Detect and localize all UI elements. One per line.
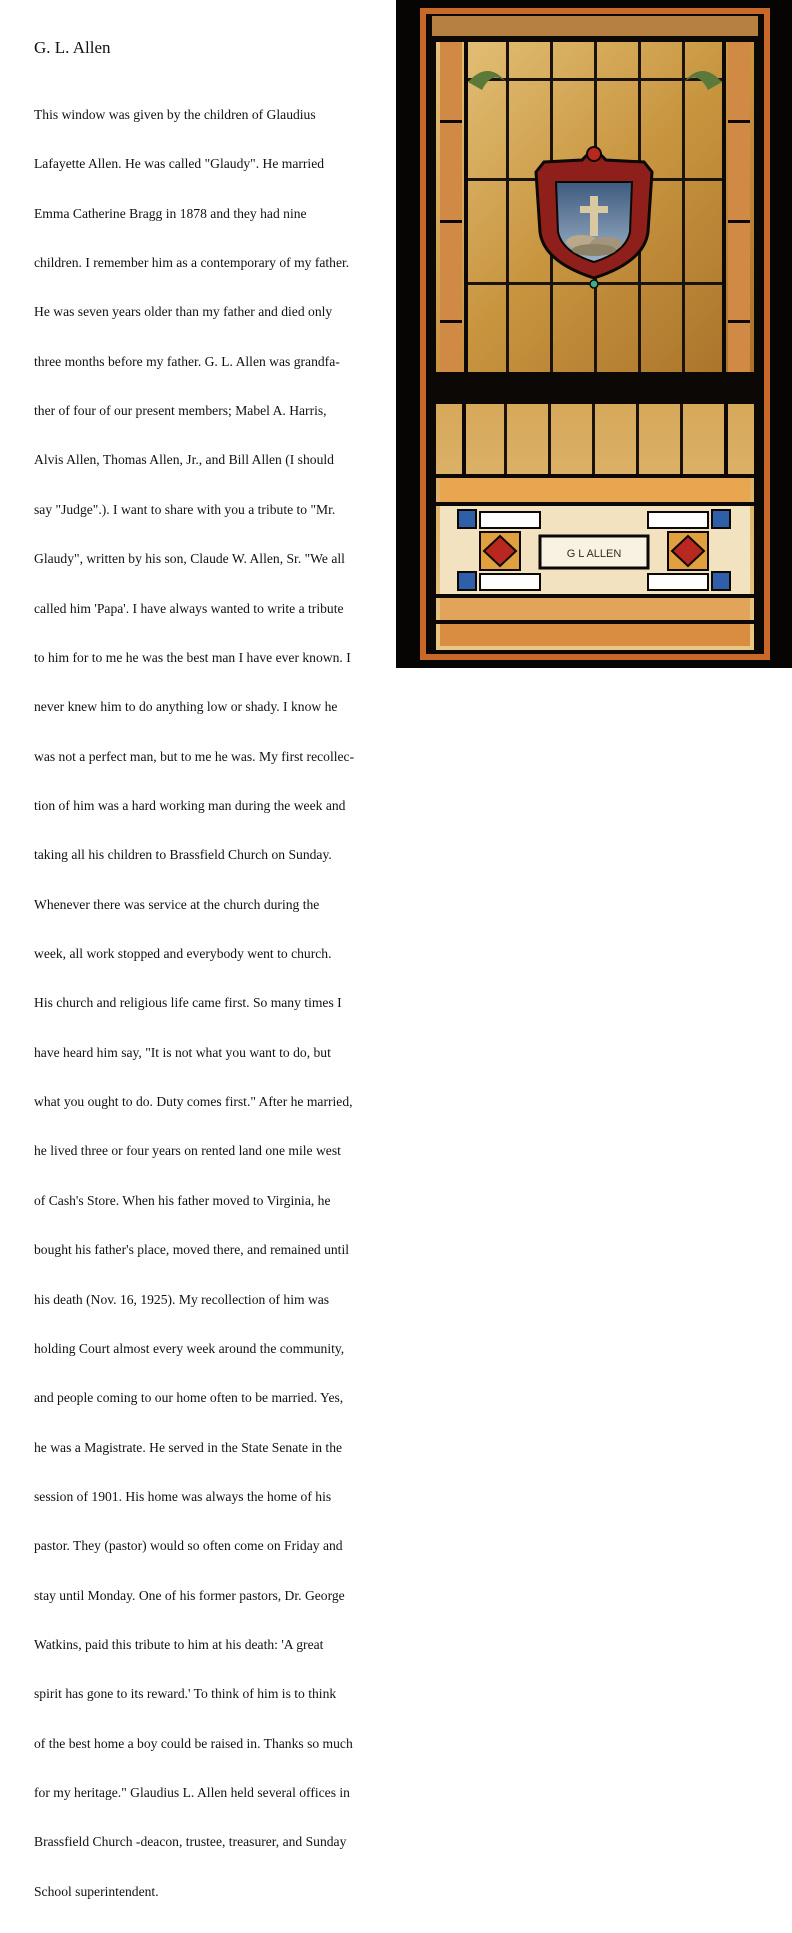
window-illustration <box>396 0 792 668</box>
body-line: his death (Nov. 16, 1925). My recollection of him was <box>34 1291 330 1307</box>
document-title: G. L. Allen <box>34 38 111 57</box>
body-line: holding Court almost every week around the community, <box>34 1340 345 1356</box>
red-diamond-ornament <box>480 532 520 570</box>
body-line: week, all work stopped and everybody went to church. <box>34 946 332 962</box>
body-line: spirit has gone to its reward.' To think of him is to think <box>34 1686 337 1702</box>
document-body <box>34 74 390 1933</box>
text-panel <box>0 0 396 1899</box>
body-line: what you ought to do. Duty comes first." After he married, <box>34 1094 353 1110</box>
body-line: say "Judge".). I want to share with you a tribute to "Mr. <box>34 501 336 517</box>
inscription-text: G L ALLEN <box>566 548 622 560</box>
body-line: He was seven years older than my father and died only <box>34 304 333 320</box>
body-line: Brassfield Church -deacon, trustee, treasurer, and Sunday <box>34 1834 347 1850</box>
stained-glass-window-photo <box>396 0 792 668</box>
body-line: School superintendent. <box>34 1883 159 1899</box>
inscription-band <box>440 506 750 594</box>
body-line: stay until Monday. One of his former pastors, Dr. George <box>34 1587 345 1603</box>
body-line: tion of him was a hard working man during the week and <box>34 797 346 813</box>
top-border-strip <box>432 16 758 40</box>
body-line: This window was given by the children of Glaudius <box>34 106 316 122</box>
body-line: taking all his children to Brassfield Church on Sunday. <box>34 847 332 863</box>
body-line: of the best home a boy could be raised in. Thanks so much <box>34 1735 353 1751</box>
blue-square <box>712 510 730 528</box>
body-line: called him 'Papa'. I have always wanted to write a tribute <box>34 600 344 616</box>
body-line: have heard him say, "It is not what you want to do, but <box>34 1044 331 1060</box>
blue-square <box>458 572 476 590</box>
body-line: session of 1901. His home was always the home of his <box>34 1488 332 1504</box>
body-line: of Cash's Store. When his father moved to Virginia, he <box>34 1192 331 1208</box>
red-diamond-ornament <box>668 532 708 570</box>
body-line: was not a perfect man, but to me he was. My first recollec- <box>34 748 355 764</box>
body-line: Watkins, paid this tribute to him at his death: 'A great <box>34 1637 324 1653</box>
transom-bar <box>426 372 764 404</box>
body-line: three months before my father. G. L. Allen was grandfa- <box>34 353 340 369</box>
body-line: he was a Magistrate. He served in the State Senate in the <box>34 1439 343 1455</box>
body-line: Alvis Allen, Thomas Allen, Jr., and Bill Allen (I should <box>34 452 334 468</box>
body-line: he lived three or four years on rented land one mile west <box>34 1143 341 1159</box>
blue-square <box>458 510 476 528</box>
body-line: Whenever there was service at the church during the <box>34 896 320 912</box>
body-line: never knew him to do anything low or shady. I know he <box>34 699 338 715</box>
body-line: children. I remember him as a contemporary of my father. <box>34 254 350 270</box>
body-line: bought his father's place, moved there, and remained until <box>34 1242 350 1258</box>
cross-icon <box>590 196 598 236</box>
body-line: Emma Catherine Bragg in 1878 and they had nine <box>34 205 307 221</box>
body-line: ther of four of our present members; Mabel A. Harris, <box>34 403 327 419</box>
body-line: to him for to me he was the best man I have ever known. I <box>34 649 351 665</box>
blue-square <box>712 572 730 590</box>
body-line: and people coming to our home often to be married. Yes, <box>34 1390 344 1406</box>
body-line: Glaudy", written by his son, Claude W. Allen, Sr. "We all <box>34 551 345 567</box>
body-line: His church and religious life came first. So many times I <box>34 995 342 1011</box>
body-line: for my heritage." Glaudius L. Allen held several offices in <box>34 1785 350 1801</box>
body-line: Lafayette Allen. He was called "Glaudy". He married <box>34 156 325 172</box>
body-line: pastor. They (pastor) would so often come on Friday and <box>34 1538 343 1554</box>
